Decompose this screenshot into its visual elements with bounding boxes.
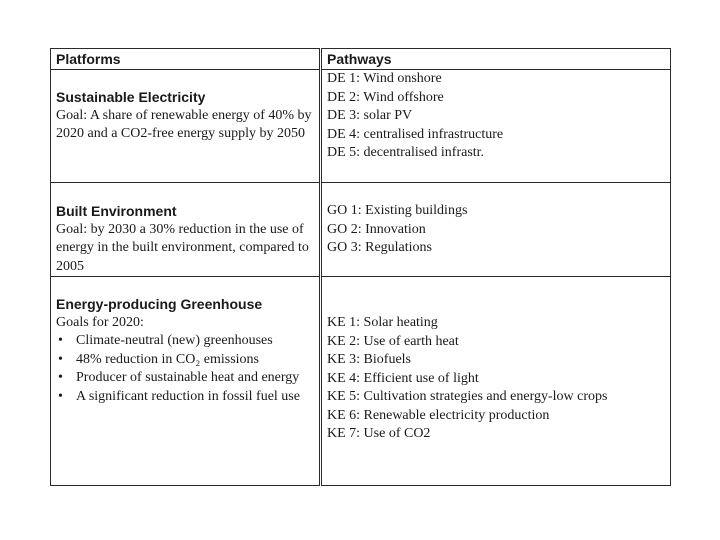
pathway-item: KE 7: Use of CO2	[327, 426, 431, 441]
spacer	[327, 277, 665, 314]
bullet-icon: •	[58, 351, 63, 367]
list-item	[56, 388, 314, 407]
pathway-item: KE 6: Renewable electricity production	[327, 407, 550, 423]
pathway-item: KE 1: Solar heating	[327, 315, 438, 330]
platform-title: Energy-producing Greenhouse	[56, 296, 263, 312]
bullet-icon: •	[58, 333, 63, 348]
platform-goal: Goal: by 2030 a 30% reduction in the use of energy in the built environment, compared to 2005	[56, 221, 309, 274]
pathway-item: DE 3: solar PV	[327, 108, 413, 123]
list-item	[56, 351, 314, 370]
goal-text: Climate-neutral (new) greenhouses	[76, 333, 273, 348]
pathway-item: DE 1: Wind onshore	[327, 71, 442, 86]
bullet-icon: •	[58, 370, 63, 385]
goals-list	[56, 332, 314, 406]
platform-cell	[51, 70, 321, 183]
goal-text: Producer of sustainable heat and energy	[76, 370, 300, 385]
goal-text: 48% reduction in CO₂ emissions	[76, 351, 259, 367]
spacer	[56, 277, 314, 295]
header-row	[51, 49, 671, 70]
goal-text: A significant reduction in fossil fuel use	[76, 388, 300, 404]
table-row	[51, 277, 671, 486]
pathway-item: DE 2: Wind offshore	[327, 89, 444, 105]
platforms-header: Platforms	[51, 49, 321, 70]
platform-title: Sustainable Electricity	[56, 89, 206, 105]
table-row	[51, 70, 671, 183]
pathways-cell	[321, 70, 671, 183]
pathways-cell	[321, 277, 671, 486]
pathway-item: GO 3: Regulations	[327, 240, 432, 255]
pathways-header: Pathways	[321, 49, 671, 70]
pathway-item: KE 4: Efficient use of light	[327, 370, 479, 386]
spacer	[327, 183, 665, 202]
pathway-item: KE 5: Cultivation strategies and energy-low crops	[327, 389, 608, 404]
platform-goal: Goals for 2020:	[56, 314, 144, 330]
platform-cell	[51, 277, 321, 486]
pathway-item: DE 4: centralised infrastructure	[327, 126, 504, 142]
pathway-item: KE 2: Use of earth heat	[327, 333, 459, 349]
table-row	[51, 183, 671, 277]
platforms-pathways-table	[50, 48, 671, 486]
spacer	[56, 183, 314, 202]
pathway-item: KE 3: Biofuels	[327, 352, 411, 367]
pathways-cell	[321, 183, 671, 277]
platform-cell	[51, 183, 321, 277]
spacer	[56, 70, 314, 88]
bullet-icon: •	[58, 388, 63, 404]
list-item	[56, 369, 314, 388]
pathway-item: GO 1: Existing buildings	[327, 203, 468, 218]
pathway-item: GO 2: Innovation	[327, 221, 426, 237]
list-item	[56, 332, 314, 351]
pathway-item: DE 5: decentralised infrastr.	[327, 145, 485, 160]
platform-title: Built Environment	[56, 203, 177, 219]
platform-goal: Goal: A share of renewable energy of 40% by 2020 and a CO2-free energy supply by 2050	[56, 107, 312, 141]
